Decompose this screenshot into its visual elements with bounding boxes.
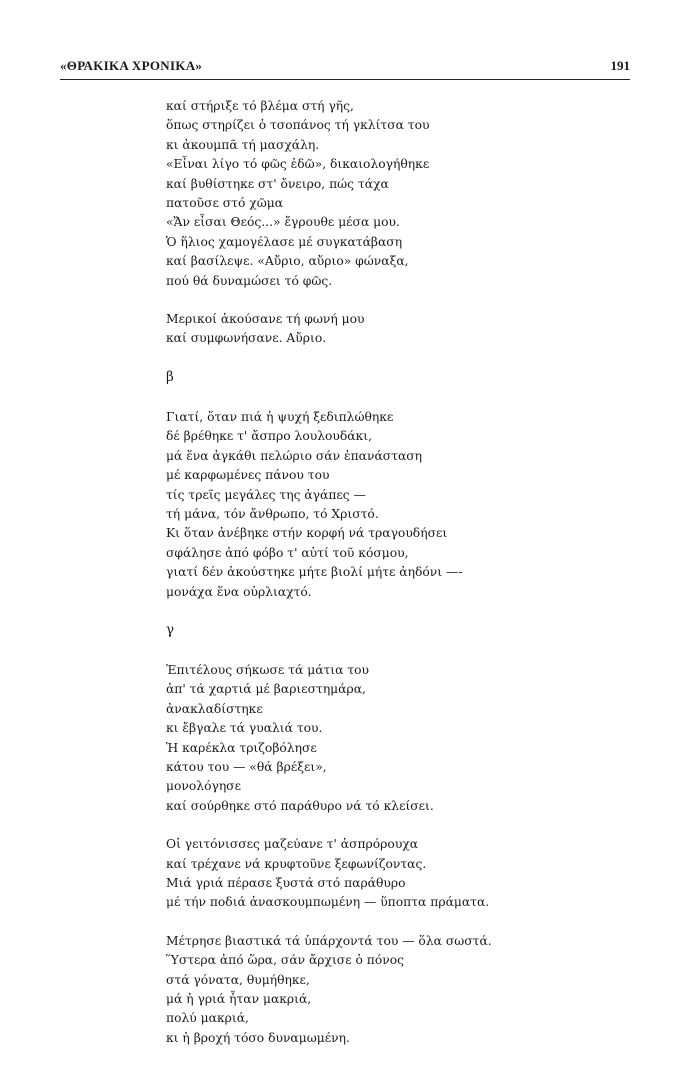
running-header <box>60 58 630 78</box>
stanza-3 <box>166 408 636 602</box>
stanza-5 <box>166 835 636 913</box>
poem-line: καί στήριξε τό βλέμα στή γῆς, <box>166 99 354 113</box>
poem-line: Γιατί, ὅταν πιά ἡ ψυχή ξεδιπλώθηκε <box>166 409 394 424</box>
stanza-4 <box>166 661 636 816</box>
poem-line: τή μάνα, τόν ἄνθρωπο, τό Χριστό. <box>166 506 379 521</box>
poem-line: Ὕστερα ἀπό ὥρα, σάν ἄρχισε ὁ πόνος <box>166 953 405 968</box>
stanza-2 <box>166 310 636 349</box>
poem-line: Ἡ καρέκλα τριζοβόλησε <box>166 740 317 755</box>
poem-line: κι ἔβγαλε τά γυαλιά του. <box>166 721 323 736</box>
poem-line: πού θά δυναμώσει τό φῶς. <box>166 273 333 288</box>
poem-line: καί συμφωνήσανε. Αὔριο. <box>166 331 327 346</box>
poem-line: Κι ὅταν ἀνέβηκε στήν κορφή νά τραγουδήσει <box>166 526 448 541</box>
poem-line: πατοῦσε στό χῶμα <box>166 196 284 211</box>
poem-line: μά ἕνα ἀγκάθι πελώριο σάν ἐπανάσταση <box>166 448 423 463</box>
poem-line: δέ βρέθηκε τ' ἄσπρο λουλουδάκι, <box>166 429 373 444</box>
header-rule <box>60 79 630 80</box>
poem-line: τίς τρεῖς μεγάλες της ἀγάπες — <box>166 487 366 502</box>
section-marker-gamma: γ <box>166 621 175 638</box>
poem-line: καί σούρθηκε στό παράθυρο νά τό κλείσει. <box>166 798 434 813</box>
poem-line: μονάχα ἕνα οὐρλιαχτό. <box>166 584 312 599</box>
poem-line: κι ἡ βροχή τόσο δυναμωμένη. <box>166 1030 350 1045</box>
poem-line: Μέτρησε βιαστικά τά ὑπάρχοντά του — ὅλα σωστά. <box>166 933 492 948</box>
stanza-6 <box>166 932 636 1048</box>
poem-line: μονολόγησε <box>166 779 241 794</box>
poem-line: Οἱ γειτόνισσες μαζεύανε τ' ἀσπρόρουχα <box>166 837 419 852</box>
poem-line: κι ἀκουμπᾶ τή μασχάλη. <box>166 137 320 152</box>
page-number: 191 <box>610 58 630 73</box>
poem-line: Μιά γριά πέρασε ξυστά στό παράθυρο <box>166 876 406 890</box>
poem-line: καί βυθίστηκε στ' ὄνειρο, πώς τάχα <box>166 176 389 191</box>
poem-line: «Ἄν εἶσαι Θεός...» ἔγρουθε μέσα μου. <box>166 215 400 230</box>
poem-line: πολύ μακριά, <box>166 1011 249 1026</box>
poem-line: μά ἡ γριά ἦταν μακριά, <box>166 992 312 1007</box>
stanza-1 <box>166 97 636 291</box>
poem-line: ἀνακλαδίστηκε <box>166 701 263 716</box>
poem-line: σφάλησε ἀπό φόβο τ' αὐτί τοῦ κόσμου, <box>166 545 409 560</box>
poem-line: ἀπ' τά χαρτιά μέ βαριεστημάρα, <box>166 682 366 697</box>
poem-line: ὅπως στηρίζει ὁ τσοπάνος τή γκλίτσα του <box>166 118 430 133</box>
poem-line: Μερικοί ἀκούσανε τή φωνή μου <box>166 312 365 327</box>
poem-line: καί βασίλεψε. «Αὔριο, αὔριο» φώναξα, <box>166 254 409 269</box>
poem-line: «Εἶναι λίγο τό φῶς ἐδῶ», δικαιολογήθηκε <box>166 157 430 172</box>
poem-line: Ἐπιτέλους σήκωσε τά μάτια του <box>166 662 370 677</box>
poem-line: Ὁ ἥλιος χαμογέλασε μέ συγκατάβαση <box>166 234 403 249</box>
journal-title: «ΘΡΑΚΙΚΑ ΧΡΟΝΙΚΑ» <box>60 58 203 73</box>
poem-line: καί τρέχανε νά κρυφτοῦνε ξεφωνίζοντας. <box>166 856 427 871</box>
poem-line: γιατί δέν ἀκούστηκε μήτε βιολί μήτε ἀηδόνι —- <box>166 565 463 580</box>
poem-line: στά γόνατα, θυμήθηκε, <box>166 972 310 987</box>
poem-line: κάτου του — «θά βρέξει», <box>166 759 327 774</box>
poem-line: μέ τήν ποδιά ἀνασκουμπωμένη — ὕποπτα πράματα. <box>166 895 490 910</box>
section-marker-beta: β <box>166 368 174 385</box>
poem-text <box>166 97 636 1067</box>
poem-line: μέ καρφωμένες πάνου του <box>166 468 330 483</box>
